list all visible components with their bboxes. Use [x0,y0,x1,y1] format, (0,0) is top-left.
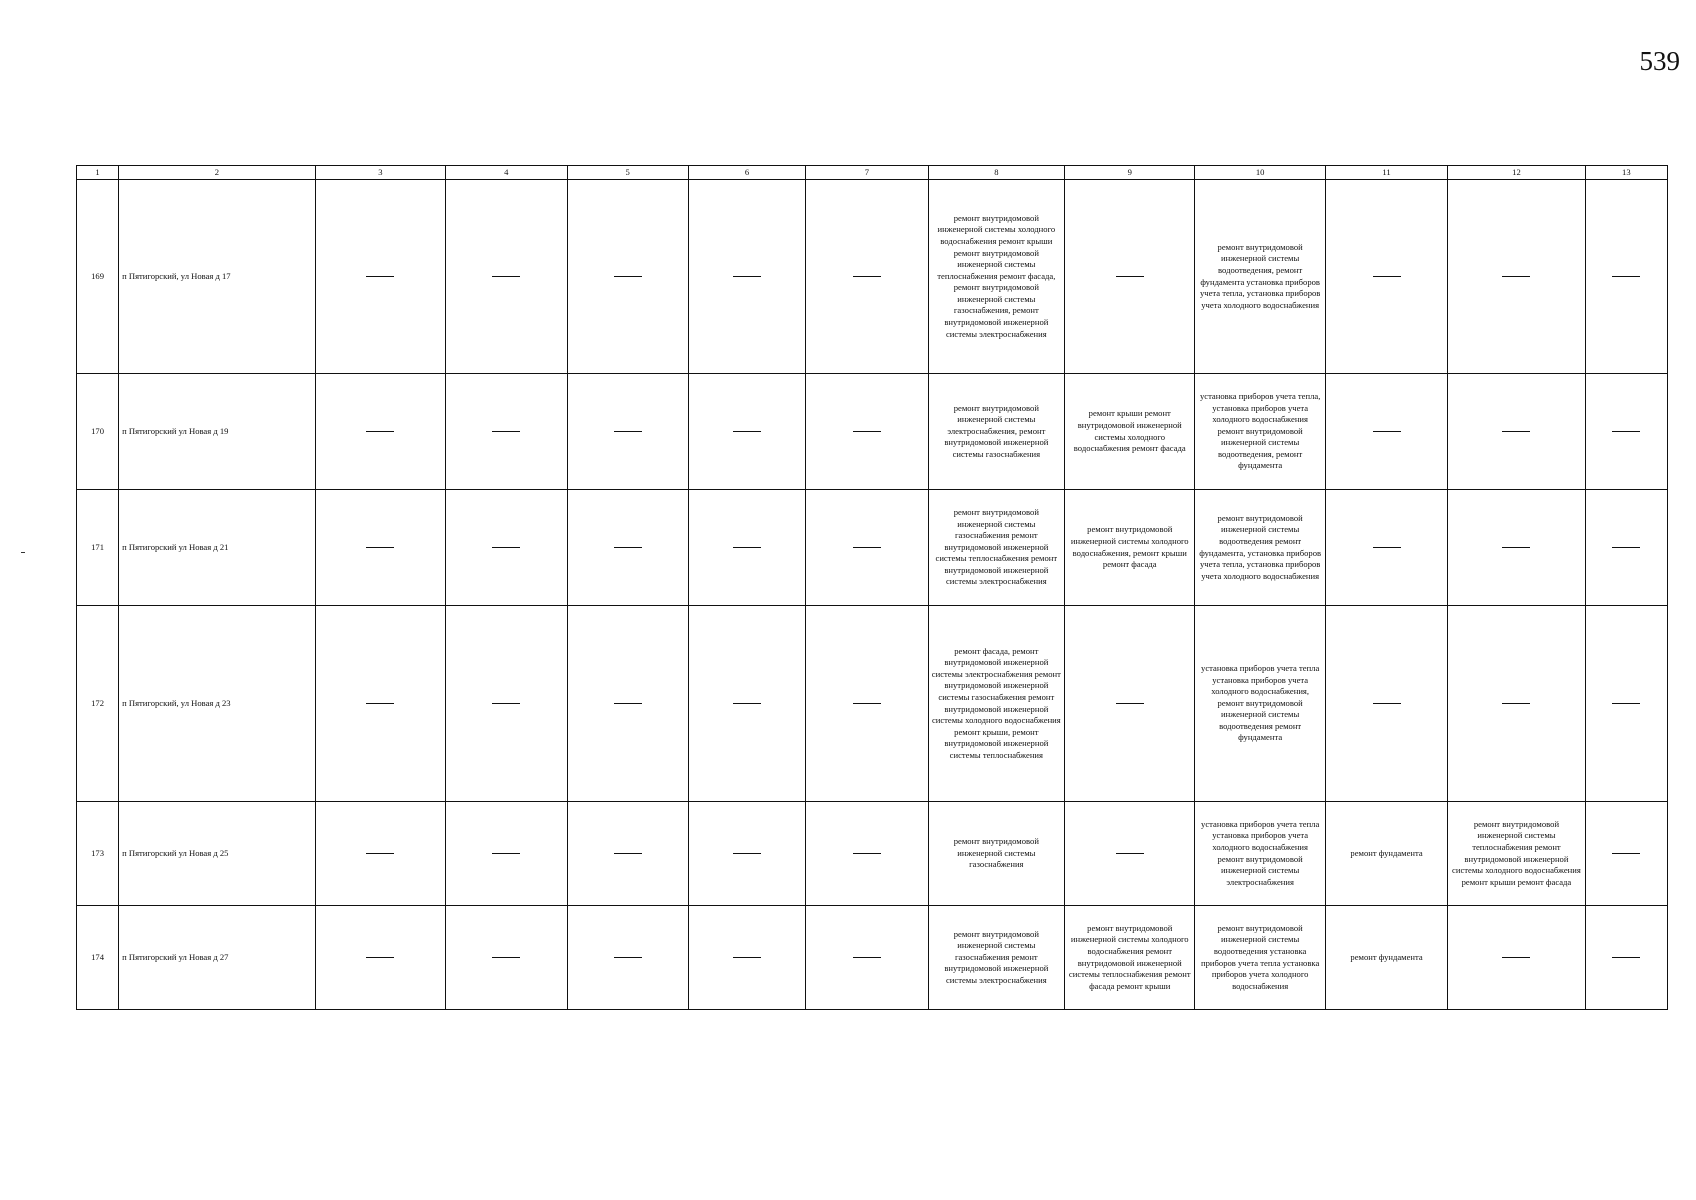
dash [733,276,761,277]
dash [733,547,761,548]
table-row [77,606,1668,802]
empty-cell [806,374,928,490]
dash [733,853,761,854]
dash [614,276,642,277]
table-row [77,906,1668,1010]
empty-cell [315,802,445,906]
dash [1612,703,1640,704]
empty-cell [1585,906,1667,1010]
work-cell: ремонт внутридомовой инженерной системы холодного водоснабжения, ремонт крыши ремонт фасада [1065,490,1195,606]
empty-cell [806,180,928,374]
table-row [77,180,1668,374]
dash [733,957,761,958]
empty-cell [1065,802,1195,906]
column-header: 6 [688,166,805,180]
dash [366,853,394,854]
dash [614,547,642,548]
empty-cell [315,906,445,1010]
address-cell: п Пятигорский ул Новая д 21 [119,490,316,606]
empty-cell [806,606,928,802]
empty-cell [688,374,805,490]
work-cell: ремонт внутридомовой инженерной системы водоотведения ремонт фундамента, установка приборов учета тепла, установка приборов учета холодного водоснабжения [1195,490,1325,606]
work-cell: установка приборов учета тепла, установка приборов учета холодного водоснабжения ремонт внутридомовой инженерной системы водоотведения, ремонт фундамента [1195,374,1325,490]
dash [853,853,881,854]
dash [1116,276,1144,277]
empty-cell [806,802,928,906]
dash [853,431,881,432]
work-cell: ремонт фундамента [1325,906,1447,1010]
work-cell: ремонт внутридомовой инженерной системы электроснабжения, ремонт внутридомовой инженерной системы газоснабжения [928,374,1064,490]
work-cell: ремонт фундамента [1325,802,1447,906]
dash [853,276,881,277]
row-number: 173 [77,802,119,906]
column-header: 2 [119,166,316,180]
table-row [77,374,1668,490]
empty-cell [446,374,567,490]
row-number: 172 [77,606,119,802]
empty-cell [446,802,567,906]
dash [1612,276,1640,277]
empty-cell [688,802,805,906]
empty-cell [567,906,688,1010]
empty-cell [1585,374,1667,490]
dash [1116,703,1144,704]
dash [492,276,520,277]
row-number: 174 [77,906,119,1010]
column-header: 5 [567,166,688,180]
dash [1612,431,1640,432]
dash [1502,547,1530,548]
dash [614,957,642,958]
empty-cell [688,490,805,606]
work-cell: ремонт внутридомовой инженерной системы водоотведения установка приборов учета тепла установка приборов учета холодного водоснабжения [1195,906,1325,1010]
dash [614,703,642,704]
dash [1373,431,1401,432]
table-row [77,802,1668,906]
work-cell: ремонт внутридомовой инженерной системы газоснабжения ремонт внутридомовой инженерной системы теплоснабжения ремонт внутридомовой инженерной системы электроснабжения [928,490,1064,606]
scan-artifact [21,552,25,553]
empty-cell [446,906,567,1010]
empty-cell [567,606,688,802]
column-header: 12 [1448,166,1585,180]
dash [1502,957,1530,958]
work-cell: установка приборов учета тепла установка приборов учета холодного водоснабжения, ремонт внутридомовой инженерной системы водоотведения ремонт фундамента [1195,606,1325,802]
column-header: 8 [928,166,1064,180]
dash [366,703,394,704]
empty-cell [315,490,445,606]
empty-cell [567,490,688,606]
column-header: 3 [315,166,445,180]
work-cell: ремонт внутридомовой инженерной системы газоснабжения ремонт внутридомовой инженерной системы электроснабжения [928,906,1064,1010]
dash [1612,547,1640,548]
empty-cell [1448,374,1585,490]
empty-cell [1585,490,1667,606]
empty-cell [1325,490,1447,606]
empty-cell [806,906,928,1010]
dash [614,431,642,432]
dash [1502,431,1530,432]
empty-cell [1448,606,1585,802]
dash [492,703,520,704]
address-cell: п Пятигорский ул Новая д 19 [119,374,316,490]
empty-cell [1585,180,1667,374]
empty-cell [315,606,445,802]
work-cell: ремонт внутридомовой инженерной системы теплоснабжения ремонт внутридомовой инженерной системы холодного водоснабжения ремонт крыши ремонт фасада [1448,802,1585,906]
work-cell: ремонт крыши ремонт внутридомовой инженерной системы холодного водоснабжения ремонт фасада [1065,374,1195,490]
dash [1612,957,1640,958]
empty-cell [446,180,567,374]
empty-cell [806,490,928,606]
row-number: 169 [77,180,119,374]
dash [492,547,520,548]
work-cell: ремонт внутридомовой инженерной системы холодного водоснабжения ремонт внутридомовой инженерной системы теплоснабжения ремонт фасада ремонт крыши [1065,906,1195,1010]
column-header: 9 [1065,166,1195,180]
column-header: 7 [806,166,928,180]
dash [1612,853,1640,854]
dash [1502,276,1530,277]
work-cell: ремонт внутридомовой инженерной системы водоотведения, ремонт фундамента установка приборов учета тепла, установка приборов учета холодного водоснабжения [1195,180,1325,374]
empty-cell [567,802,688,906]
dash [1373,276,1401,277]
dash [1373,703,1401,704]
work-cell: ремонт внутридомовой инженерной системы газоснабжения [928,802,1064,906]
empty-cell [446,490,567,606]
table-row [77,490,1668,606]
empty-cell [315,374,445,490]
dash [853,957,881,958]
work-cell: ремонт внутридомовой инженерной системы холодного водоснабжения ремонт крыши ремонт внутридомовой инженерной системы теплоснабжения ремонт фасада, ремонт внутридомовой инженерной системы газоснабжения, ремонт внутридомовой инженерной системы электроснабжения [928,180,1064,374]
dash [733,703,761,704]
dash [1373,547,1401,548]
dash [492,957,520,958]
dash [366,547,394,548]
empty-cell [1585,802,1667,906]
empty-cell [1065,180,1195,374]
work-cell: ремонт фасада, ремонт внутридомовой инженерной системы электроснабжения ремонт внутридомовой инженерной системы газоснабжения ремонт внутридомовой инженерной системы холодного водоснабжения ремонт крыши, ремонт внутридомовой инженерной системы теплоснабжения [928,606,1064,802]
dash [853,703,881,704]
row-number: 170 [77,374,119,490]
empty-cell [1065,606,1195,802]
dash [366,276,394,277]
empty-cell [1448,906,1585,1010]
empty-cell [688,606,805,802]
empty-cell [1325,374,1447,490]
empty-cell [688,906,805,1010]
address-cell: п Пятигорский, ул Новая д 23 [119,606,316,802]
dash [614,853,642,854]
empty-cell [688,180,805,374]
empty-cell [1448,490,1585,606]
work-cell: установка приборов учета тепла установка приборов учета холодного водоснабжения ремонт внутридомовой инженерной системы электроснабжения [1195,802,1325,906]
dash [733,431,761,432]
address-cell: п Пятигорский, ул Новая д 17 [119,180,316,374]
empty-cell [1325,180,1447,374]
address-cell: п Пятигорский ул Новая д 25 [119,802,316,906]
empty-cell [315,180,445,374]
dash [492,853,520,854]
dash [853,547,881,548]
empty-cell [1448,180,1585,374]
empty-cell [567,374,688,490]
address-cell: п Пятигорский ул Новая д 27 [119,906,316,1010]
dash [366,957,394,958]
dash [1502,703,1530,704]
header-row [77,166,1668,180]
empty-cell [446,606,567,802]
column-header: 4 [446,166,567,180]
page-number: 539 [1639,46,1680,76]
empty-cell [567,180,688,374]
works-table [76,165,1668,1010]
dash [366,431,394,432]
row-number: 171 [77,490,119,606]
column-header: 1 [77,166,119,180]
column-header: 10 [1195,166,1325,180]
dash [1116,853,1144,854]
empty-cell [1325,606,1447,802]
column-header: 11 [1325,166,1447,180]
dash [492,431,520,432]
empty-cell [1585,606,1667,802]
column-header: 13 [1585,166,1667,180]
